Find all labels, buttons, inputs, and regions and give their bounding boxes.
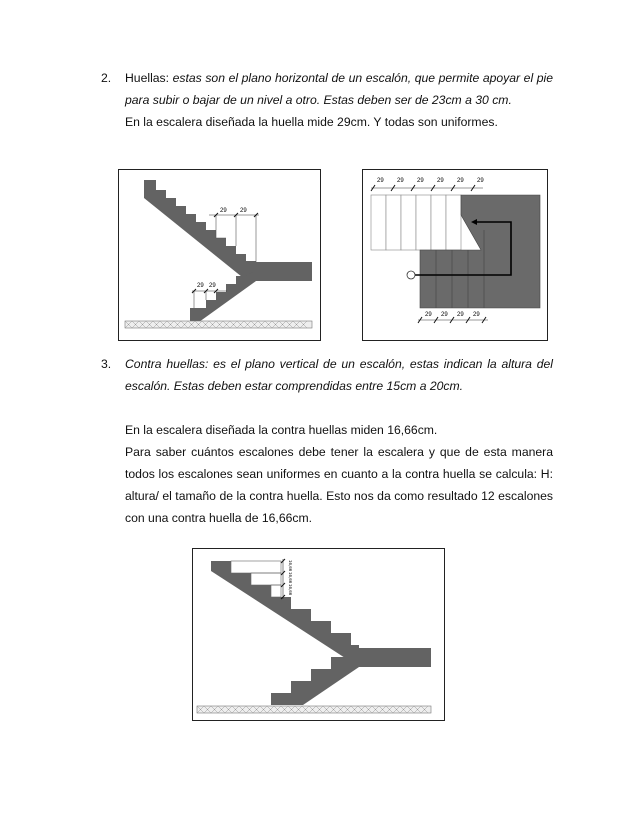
stair-section-drawing xyxy=(119,170,320,340)
dim-label: 29 xyxy=(240,208,247,214)
term: Huellas: xyxy=(125,71,170,85)
stair-lower-flight xyxy=(190,270,256,322)
figure-stair-risers xyxy=(192,548,445,721)
item-number: 2. xyxy=(101,71,112,85)
stair-lower-flight xyxy=(271,653,359,705)
item-body xyxy=(125,67,553,133)
dim-label: 16,66 xyxy=(288,572,293,584)
dim-label: 29 xyxy=(209,283,216,289)
item-body xyxy=(125,353,553,529)
term: Contra huellas: xyxy=(125,357,209,371)
dim-label: 29 xyxy=(441,312,448,318)
item-contra-huellas xyxy=(101,353,553,529)
dim-label: 29 xyxy=(473,312,480,318)
dim-label: 29 xyxy=(417,178,424,184)
dim-label: 29 xyxy=(377,178,384,184)
stair-upper-flight xyxy=(211,561,431,667)
note: En la escalera diseñada la huella mide 29cm. Y todas son uniformes. xyxy=(125,115,498,129)
tread-outline xyxy=(216,215,226,238)
dim-label: 29 xyxy=(437,178,444,184)
dim-label: 29 xyxy=(397,178,404,184)
ground-line xyxy=(197,706,431,713)
stair-upper-flight xyxy=(144,180,312,281)
figure-stair-plan xyxy=(362,169,548,341)
figure-stair-section xyxy=(118,169,321,341)
item-paragraph xyxy=(125,67,553,111)
definition: es el plano vertical de un escalón, estas indican la altura del escalón. Estas deben estar comprendidas entre 15cm a 20cm. xyxy=(125,357,553,393)
ground-line xyxy=(125,321,312,328)
dim-label: 29 xyxy=(457,312,464,318)
dim-label: 29 xyxy=(197,283,204,289)
note: En la escalera diseñada la contra huellas miden 16,66cm. xyxy=(125,423,438,437)
item-huellas xyxy=(101,67,553,133)
note: Para saber cuántos escalones debe tener la escalera y que de esta manera todos los escalones sean uniformes en cuanto a la contra huella se calcula: H: altura/ el tamaño de la contra huella. Esto nos da como resultado 12 escalones con una contra huella de 16,66cm. xyxy=(125,445,553,525)
item-number: 3. xyxy=(101,357,112,371)
dim-label: 29 xyxy=(457,178,464,184)
item-paragraph xyxy=(125,353,553,397)
stair-plan-drawing xyxy=(363,170,547,340)
dim-label: 16,66 xyxy=(288,584,293,596)
dim-label: 29 xyxy=(425,312,432,318)
definition: estas son el plano horizontal de un escalón, que permite apoyar el pie para subir o bajar de un nivel a otro. Estas deben ser de 23cm a 30 cm. xyxy=(125,71,554,107)
dim-label: 29 xyxy=(220,208,227,214)
start-circle-icon xyxy=(407,271,415,279)
dim-label: 16,66 xyxy=(288,560,293,572)
dim-label: 29 xyxy=(477,178,484,184)
stair-risers-drawing xyxy=(193,549,444,720)
plan-light-treads xyxy=(371,195,461,250)
